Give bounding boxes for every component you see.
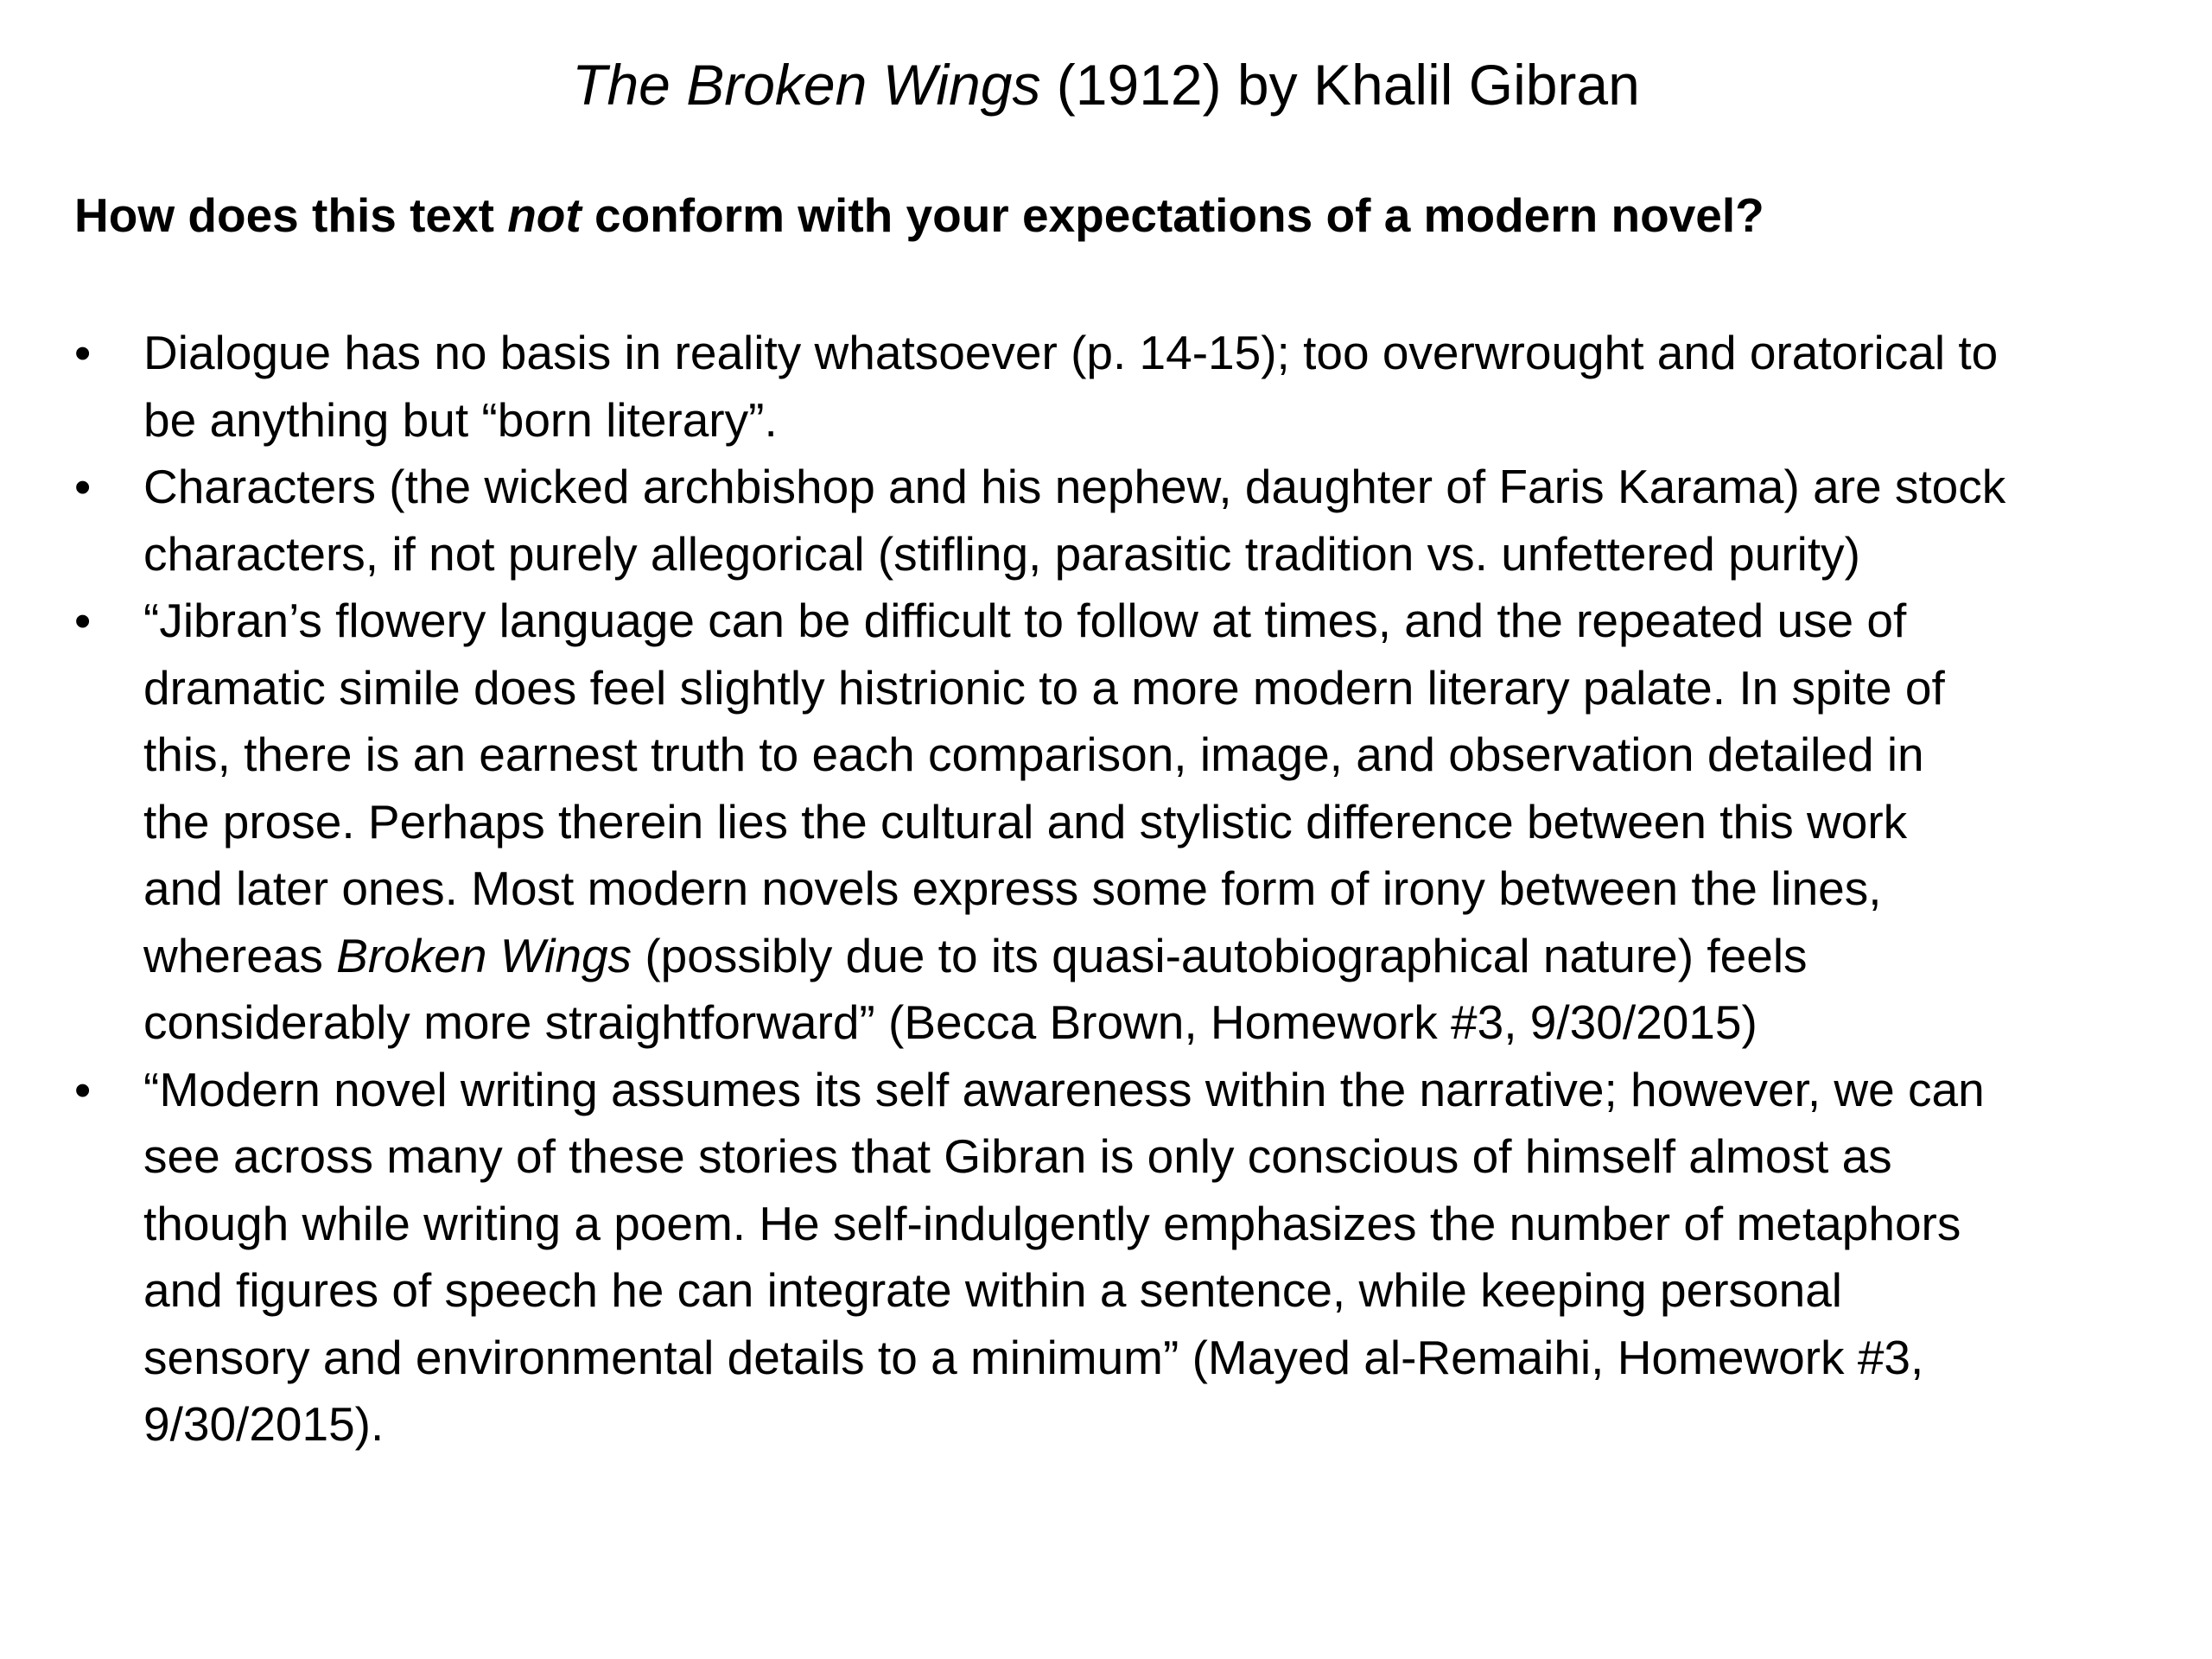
bullet-text [143,588,2165,1057]
bullet-marker: • [74,1062,92,1116]
bullet-item-remaihi-quote [74,1057,2165,1459]
text-line: Characters (the wicked archbishop and his nephew, daughter of Faris Karama) are stock [143,460,2006,513]
title-rest: (1912) by Khalil Gibran [1040,53,1640,117]
text-line: this, there is an earnest truth to each comparison, image, and observation detailed in [143,728,1924,781]
title-book-name: The Broken Wings [572,53,1041,117]
book-title-emphasis: Broken Wings [336,928,632,982]
text-segment: (possibly due to its quasi-autobiographical nature) feels [632,928,1808,982]
text-segment: whereas [143,928,337,982]
text-line: “Jibran’s flowery language can be difficult to follow at times, and the repeated use of [143,594,1907,647]
bullet-item-characters [74,454,2165,588]
text-line: see across many of these stories that Gibran is only conscious of himself almost as [143,1129,1892,1183]
text-line: characters, if not purely allegorical (stifling, parasitic tradition vs. unfettered purity) [143,526,1860,581]
question-heading [74,185,1764,245]
bullet-text [143,454,2165,588]
text-line: Dialogue has no basis in reality whatsoever (p. 14-15); too overwrought and oratorical to [143,326,1999,379]
text-line: be anything but “born literary”. [143,392,778,447]
text-line: 9/30/2015). [143,1397,385,1451]
text-line: and figures of speech he can integrate within a sentence, while keeping personal [143,1263,1843,1317]
text-line: sensory and environmental details to a minimum” (Mayed al-Remaihi, Homework #3, [143,1330,1924,1384]
bullet-item-dialogue [74,320,2165,454]
bullet-item-brown-quote [74,588,2165,1057]
text-line: dramatic simile does feel slightly histrionic to a more modern literary palate. In spite of [143,660,1945,715]
question-part-1: How does this text [74,188,508,242]
bullet-list [74,320,2165,1459]
bullet-marker: • [74,594,92,647]
slide-title [0,50,2212,119]
text-line: “Modern novel writing assumes its self awareness within the narrative; however, we can [143,1062,1985,1116]
text-line: the prose. Perhaps therein lies the cultural and stylistic difference between this work [143,794,1908,849]
question-part-2: conform with your expectations of a modern novel? [581,188,1764,242]
question-emphasis: not [507,188,582,242]
bullet-text [143,320,2165,454]
text-line: though while writing a poem. He self-indulgently emphasizes the number of metaphors [143,1196,1961,1250]
text-line: and later ones. Most modern novels express some form of irony between the lines, [143,861,1882,915]
bullet-text [143,1057,2165,1459]
text-line [143,923,2165,990]
bullet-marker: • [74,460,92,513]
bullet-marker: • [74,326,92,379]
text-line: considerably more straightforward” (Becca Brown, Homework #3, 9/30/2015) [143,995,1758,1049]
